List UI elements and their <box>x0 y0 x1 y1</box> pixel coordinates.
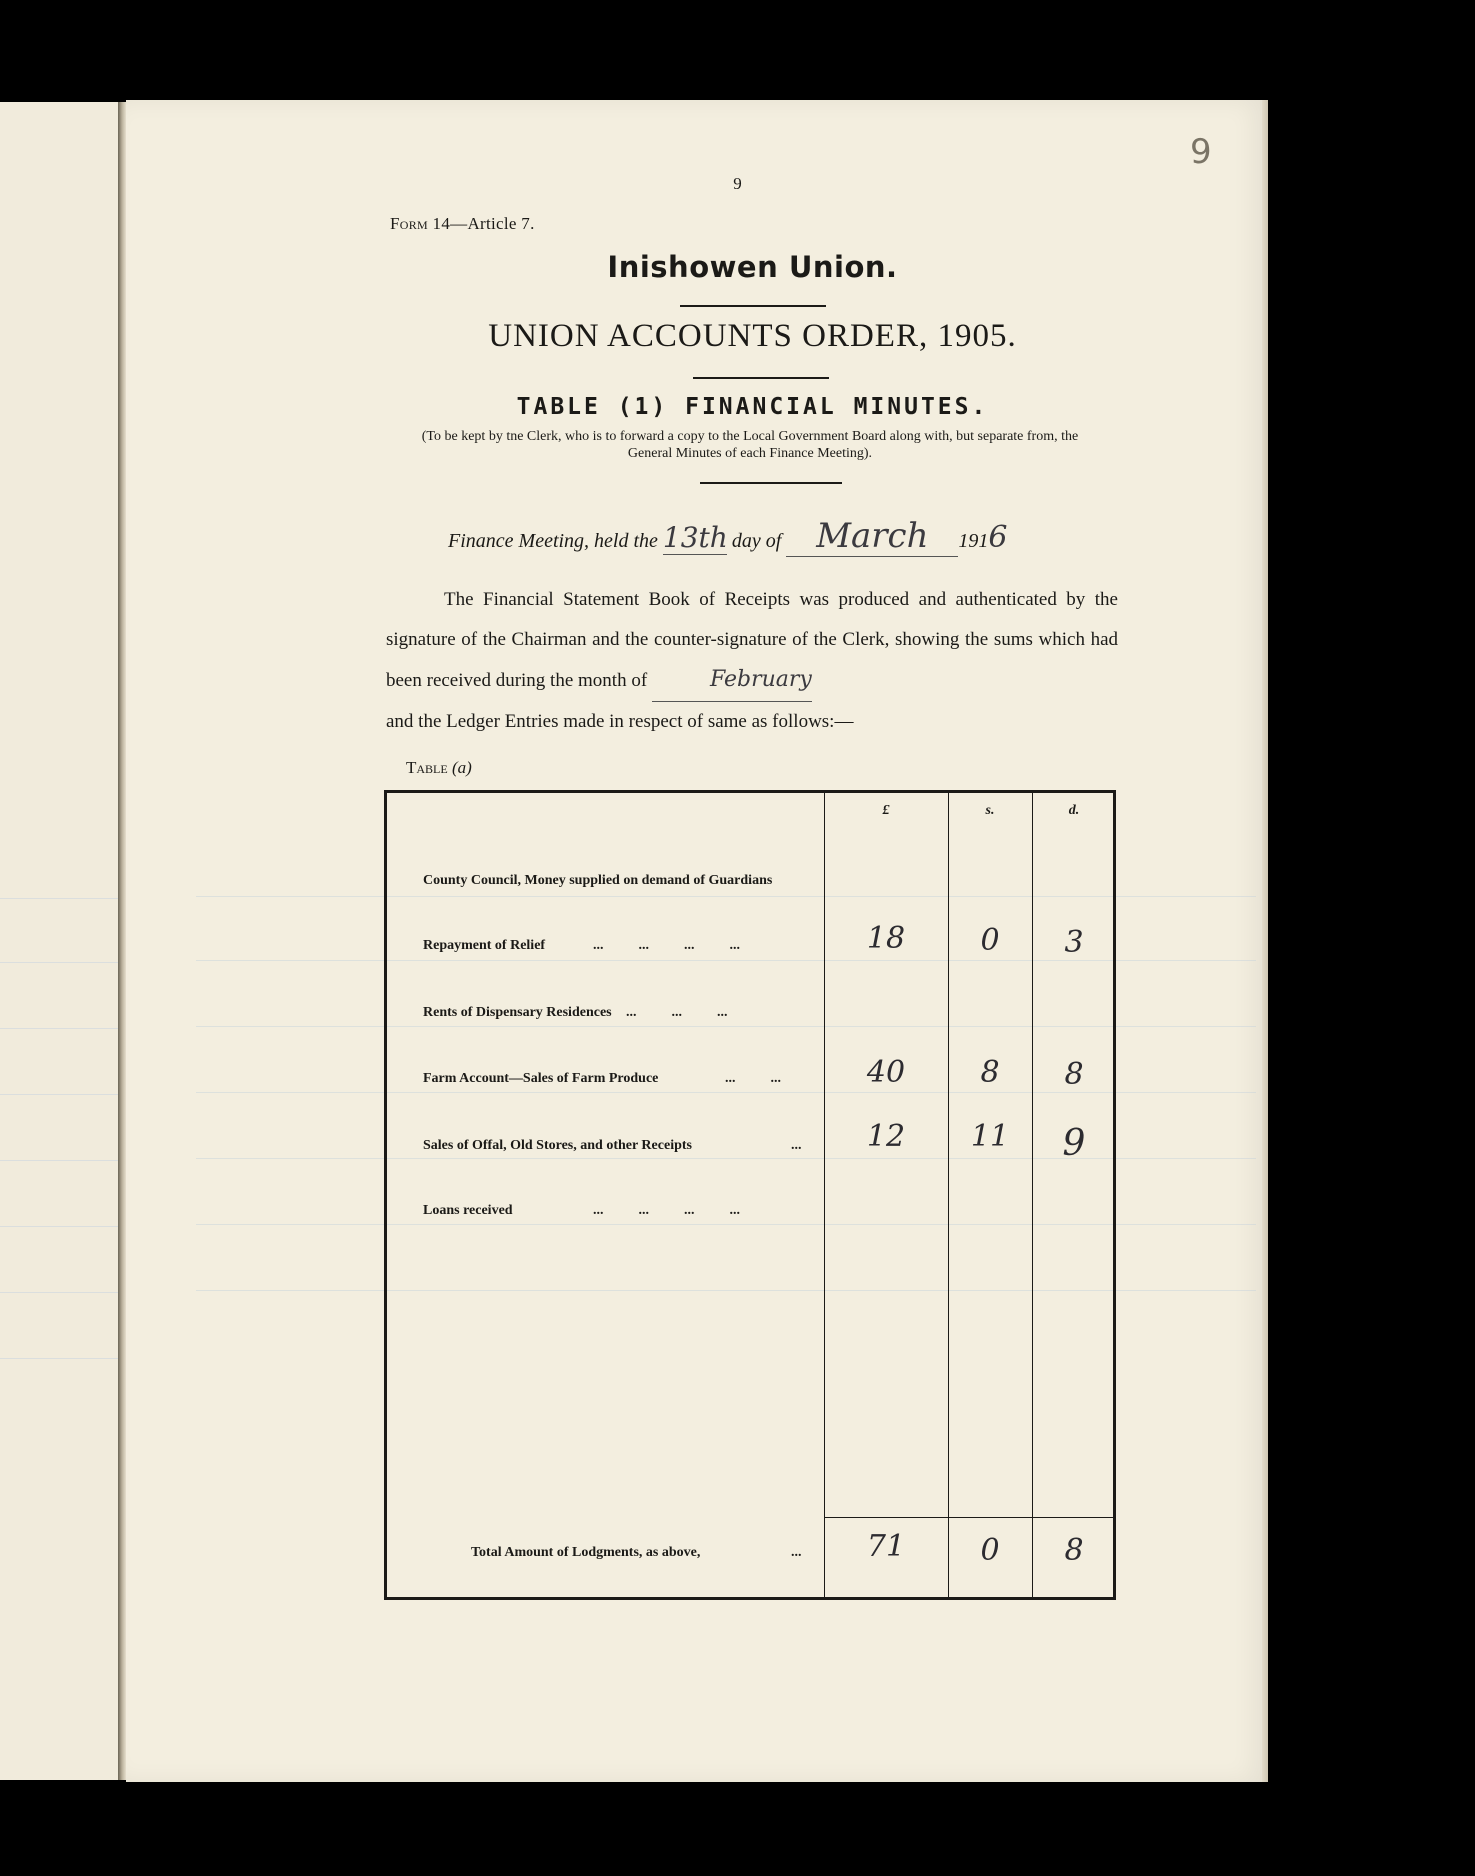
table-label-prefix: Table <box>406 758 448 777</box>
col-shillings-header: s. <box>985 803 995 818</box>
val-total-pounds: 71 <box>866 1529 906 1564</box>
rule-3 <box>700 482 842 484</box>
rule-2 <box>693 377 829 379</box>
row-rents-dispensary: Rents of Dispensary Residences ... ... ... <box>423 1005 728 1020</box>
col-pence-header: d. <box>1068 803 1080 818</box>
row-loans-received: Loans received ... ... ... ... <box>423 1203 740 1218</box>
val-repayment-pounds: 18 <box>866 921 906 956</box>
row-total: Total Amount of Lodgments, as above, ... <box>471 1545 802 1560</box>
ledger-table <box>384 790 1116 1600</box>
row-repayment-relief: Repayment of Relief ... ... ... ... <box>423 938 740 953</box>
table-title: TABLE (1) FINANCIAL MINUTES. <box>516 394 989 420</box>
val-farm-pence: 8 <box>1064 1057 1084 1092</box>
meeting-line <box>448 516 1007 557</box>
col-pounds-header: £ <box>882 803 890 818</box>
paragraph-text-1: The Financial Statement Book of Receipts was produced and authenticated by the signature of the Chairman and the counter-signature of the Clerk, showing the sums which had been received during the month of <box>386 589 1118 691</box>
table-label <box>406 758 472 778</box>
val-offal-pence: 9 <box>1062 1123 1086 1164</box>
paragraph-month: February <box>709 667 812 692</box>
corner-page-number: 9 <box>1190 132 1212 172</box>
val-offal-shillings: 11 <box>970 1119 1010 1154</box>
val-total-shillings: 0 <box>980 1533 1000 1568</box>
total-rule <box>824 1517 1116 1518</box>
val-farm-pounds: 40 <box>866 1055 906 1090</box>
val-farm-shillings: 8 <box>980 1055 1000 1090</box>
form-ref-prefix: Form <box>390 214 428 233</box>
order-title: UNION ACCOUNTS ORDER, 1905. <box>488 318 1017 354</box>
page-number: 9 <box>733 174 742 193</box>
clerk-note: (To be kept by tne Clerk, who is to forward a copy to the Local Government Board along with, but separate from, the General Minutes of each Finance Meeting). <box>421 429 1079 461</box>
meeting-day: 13th <box>662 521 728 554</box>
meeting-day-word: day of <box>731 530 782 552</box>
form-ref-rest: 14—Article 7. <box>428 214 535 233</box>
statement-paragraph <box>386 580 1118 742</box>
meeting-prefix: Finance Meeting, held the <box>448 530 658 552</box>
row-farm-account: Farm Account—Sales of Farm Produce ... ... <box>423 1071 781 1086</box>
table-label-suffix: (a) <box>451 758 472 777</box>
val-repayment-pence: 3 <box>1064 925 1084 960</box>
row-county-council: County Council, Money supplied on demand of Guardians <box>423 873 773 888</box>
rule-1 <box>680 305 826 307</box>
meeting-year-prefix: 191 <box>958 530 989 552</box>
row-sales-offal: Sales of Offal, Old Stores, and other Receipts ... <box>423 1138 802 1153</box>
union-name: Inishowen Union. <box>607 250 898 284</box>
val-total-pence: 8 <box>1064 1533 1084 1568</box>
form-reference <box>390 214 535 234</box>
val-repayment-shillings: 0 <box>980 923 1000 958</box>
paragraph-text-2: and the Ledger Entries made in respect of same as follows:— <box>386 711 854 732</box>
val-offal-pounds: 12 <box>866 1119 906 1154</box>
meeting-year-suffix: 6 <box>988 520 1008 555</box>
meeting-month: March <box>816 516 929 556</box>
